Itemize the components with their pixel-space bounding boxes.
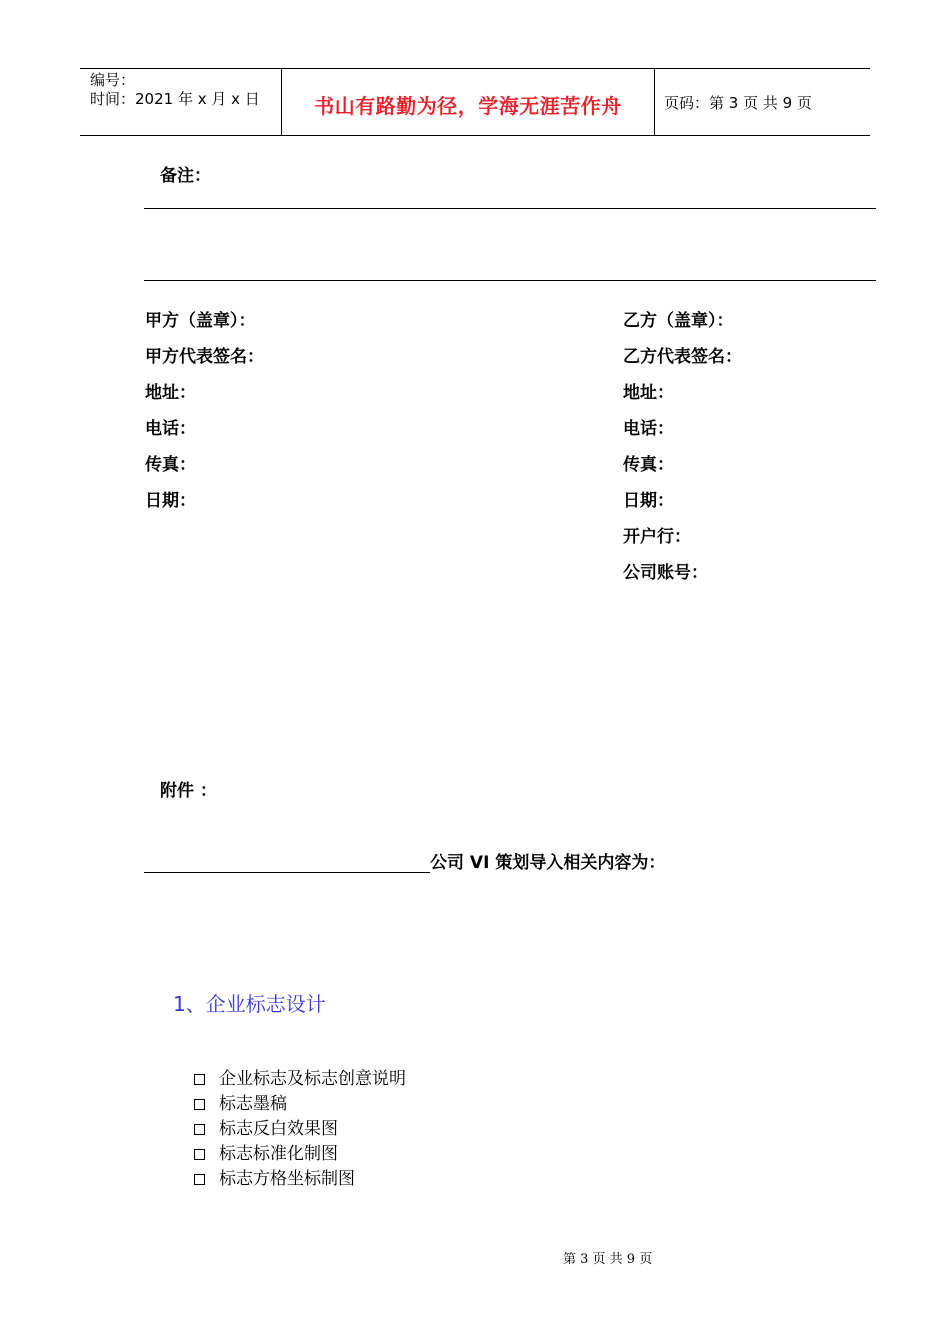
- header-time-label: 时间：2021 年 x 月 x 日: [90, 90, 260, 108]
- checklist-item-label: 标志墨稿: [219, 1094, 287, 1114]
- checklist-item-label: 标志方格坐标制图: [219, 1169, 355, 1189]
- checkbox-icon: [194, 1124, 205, 1135]
- header-serial-label: 编号：: [90, 71, 136, 89]
- checkbox-icon: [194, 1099, 205, 1110]
- header-top-border: [80, 68, 870, 69]
- header-divider-right: [654, 68, 655, 135]
- checklist-item: [194, 1067, 406, 1092]
- party-a-date-label: 日期：: [145, 491, 196, 511]
- party-b-seal-label: 乙方（盖章）：: [623, 311, 734, 331]
- checklist-item-label: 标志标准化制图: [219, 1144, 338, 1164]
- remarks-line-1: [144, 208, 876, 209]
- header-page-label: 页码：第 3 页 共 9 页: [664, 94, 812, 112]
- checklist-item: [194, 1167, 406, 1192]
- checkbox-icon: [194, 1149, 205, 1160]
- party-b-signature-label: 乙方代表签名：: [623, 347, 742, 367]
- footer-page-number: 第 3 页 共 9 页: [563, 1252, 653, 1267]
- party-a-signature-label: 甲方代表签名：: [145, 347, 264, 367]
- remarks-line-2: [144, 280, 876, 281]
- party-a-address-label: 地址：: [145, 383, 196, 403]
- checkbox-icon: [194, 1174, 205, 1185]
- party-a-seal-label: 甲方（盖章）：: [145, 311, 256, 331]
- checklist-item: [194, 1117, 406, 1142]
- party-a-fax-label: 传真：: [145, 455, 196, 475]
- checklist: [194, 1067, 406, 1192]
- checklist-item-label: 企业标志及标志创意说明: [219, 1069, 406, 1089]
- checkbox-icon: [194, 1074, 205, 1085]
- party-b-date-label: 日期：: [623, 491, 674, 511]
- section-title: 1、企业标志设计: [173, 992, 326, 1016]
- party-b-fax-label: 传真：: [623, 455, 674, 475]
- blank-fill-line: [144, 854, 430, 873]
- header-bottom-border: [80, 135, 870, 136]
- party-b-account-label: 公司账号：: [623, 563, 708, 583]
- vi-intro-line: [144, 848, 665, 873]
- party-a-phone-label: 电话：: [145, 419, 196, 439]
- attachment-label: 附件 ：: [160, 781, 217, 801]
- party-b-bank-label: 开户行：: [623, 527, 691, 547]
- checklist-item: [194, 1092, 406, 1117]
- vi-intro-text: 公司 VI 策划导入相关内容为：: [430, 853, 666, 873]
- header-motto: 书山有路勤为径，学海无涯苦作舟: [314, 94, 622, 118]
- party-b-address-label: 地址：: [623, 383, 674, 403]
- checklist-item-label: 标志反白效果图: [219, 1119, 338, 1139]
- party-b-phone-label: 电话：: [623, 419, 674, 439]
- remarks-label: 备注：: [160, 166, 211, 186]
- checklist-item: [194, 1142, 406, 1167]
